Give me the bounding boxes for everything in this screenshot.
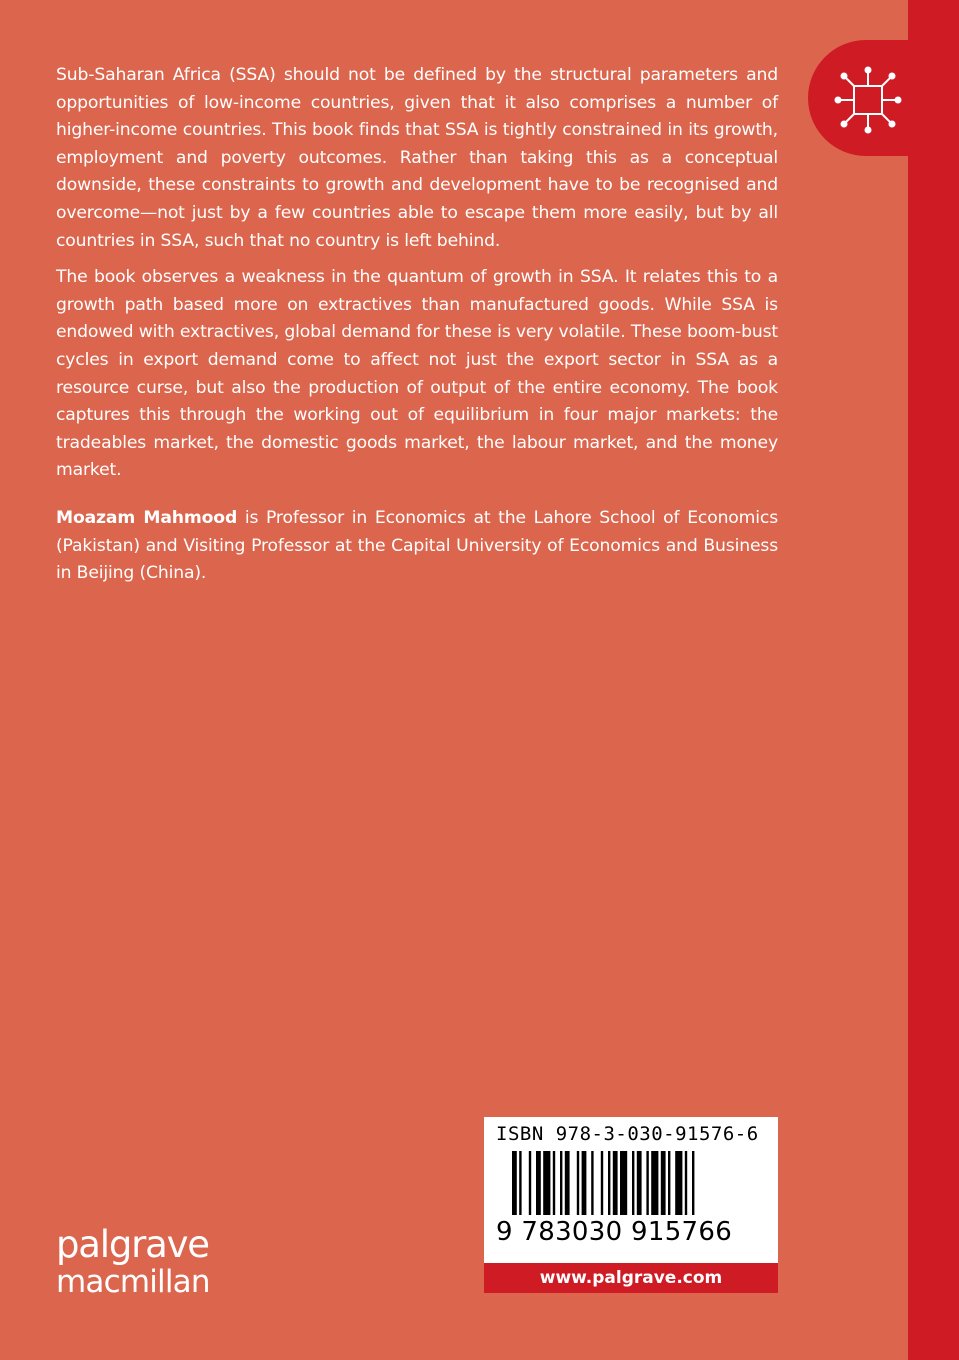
barcode-stripe <box>661 1151 666 1215</box>
barcode-stripe <box>577 1151 579 1215</box>
barcode-stripe <box>560 1151 562 1215</box>
barcode-stripe <box>651 1151 658 1215</box>
barcode-stripe <box>543 1151 550 1215</box>
author-bio-text: is Professor in Economics at the Lahore School of Economics (Pakistan) and Visiting Professor at the Capital University of Economics and Business in Beijing (China). <box>56 507 778 584</box>
publisher-line-1: palgrave <box>56 1223 209 1266</box>
blurb-paragraph-1: Sub-Saharan Africa (SSA) should not be defined by the structural parameters and opportunities of low-income countries, given that it also comprises a number of higher-income countries. This book finds that SSA is tightly constrained in its growth, employment and poverty outcomes. Rather than taking this as a conceptual downside, these constraints to growth and development have to be recognised and overcome—not just by a few countries able to escape them more easily, but by all countries in SSA, such that no country is left behind. <box>56 65 778 251</box>
barcode-stripe <box>685 1151 687 1215</box>
barcode-digits: 9 783030 915766 <box>496 1217 733 1247</box>
barcode-stripe <box>601 1151 603 1215</box>
barcode-stripe <box>692 1151 694 1215</box>
barcode-stripe <box>591 1151 593 1215</box>
barcode-stripe <box>675 1151 682 1215</box>
barcode-stripe <box>553 1151 555 1215</box>
barcode-stripe <box>565 1151 570 1215</box>
barcode-stripe <box>637 1151 642 1215</box>
barcode-box <box>484 1117 778 1263</box>
barcode-stripe <box>646 1151 648 1215</box>
isbn-text: ISBN 978-3-030-91576-6 <box>496 1123 759 1145</box>
barcode-stripe <box>632 1151 634 1215</box>
back-cover-blurb <box>56 62 778 597</box>
barcode-stripe <box>512 1151 517 1215</box>
palgrave-network-icon <box>830 62 906 138</box>
barcode-stripe <box>620 1151 627 1215</box>
publisher-website[interactable]: www.palgrave.com <box>484 1263 778 1293</box>
barcode-stripe <box>608 1151 610 1215</box>
publisher-logo-tab <box>808 40 928 156</box>
publisher-logo <box>56 1223 210 1300</box>
barcode-stripe <box>519 1151 521 1215</box>
author-name: Moazam Mahmood <box>56 507 238 528</box>
publisher-line-2: macmillan <box>56 1264 210 1300</box>
blurb-paragraph-2: The book observes a weakness in the quantum of growth in SSA. It relates this to a growth path based more on extractives than manufactured goods. While SSA is endowed with extractives, global demand for these is very volatile. These boom-bust cycles in export demand come to affect not just the export sector in SSA as a resource curse, but also the production of output of the entire economy. The book captures this through the working out of equilibrium in four major markets: the tradeables market, the domestic goods market, the labour market, and the money market. <box>56 267 778 481</box>
author-bio <box>56 505 778 588</box>
barcode-bars <box>512 1151 752 1215</box>
barcode-stripe <box>668 1151 670 1215</box>
barcode-stripe <box>529 1151 531 1215</box>
barcode-stripe <box>613 1151 618 1215</box>
barcode-stripe <box>536 1151 541 1215</box>
barcode-stripe <box>582 1151 587 1215</box>
spine <box>908 0 959 1360</box>
